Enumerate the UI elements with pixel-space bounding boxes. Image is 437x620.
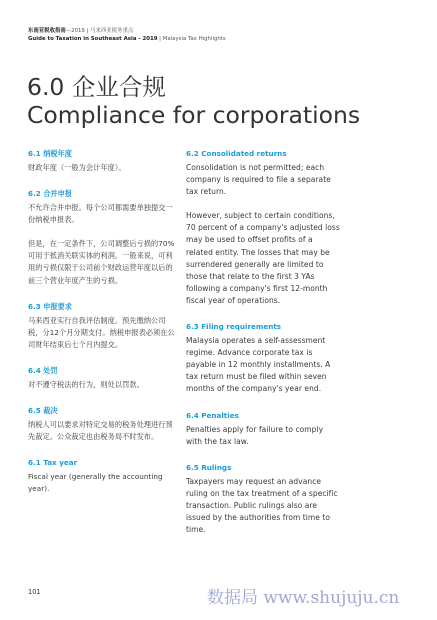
section-heading: 6.4 处罚 bbox=[28, 365, 58, 375]
section-paragraph: 不允许合并申报。每个公司都需要单独提交一份纳税申报表。 bbox=[28, 203, 173, 225]
section-heading: 6.1 纳税年度 bbox=[28, 149, 72, 158]
running-header bbox=[28, 27, 226, 43]
section bbox=[28, 366, 178, 391]
title-line-english: Compliance for corporations bbox=[27, 101, 361, 129]
left-column bbox=[28, 149, 178, 510]
section bbox=[186, 149, 341, 307]
header-cn-bold: 东南亚税收指南 bbox=[28, 28, 66, 34]
section bbox=[186, 322, 341, 395]
section bbox=[28, 406, 178, 443]
section bbox=[28, 189, 178, 287]
header-cn-rest: —2019 | 马来西亚税务重点 bbox=[65, 28, 134, 34]
section bbox=[186, 463, 341, 536]
section-heading: 6.2 合并申报 bbox=[28, 189, 72, 199]
section-paragraph: Taxpayers may request an advance ruling on the tax treatment of a specific transaction. Public rulings also are issued by the authorities from time to time. bbox=[186, 476, 338, 535]
section-paragraph: Penalties apply for failure to comply with the tax law. bbox=[186, 424, 324, 446]
section-paragraph: Fiscal year (generally the accounting year). bbox=[28, 472, 163, 494]
section bbox=[28, 149, 178, 174]
watermark: 数据局 www.shujuju.cn bbox=[207, 588, 400, 608]
section bbox=[186, 411, 341, 448]
section-heading: 6.5 Rulings bbox=[186, 462, 232, 472]
header-line-chinese bbox=[28, 27, 226, 35]
section-paragraph: 财政年度（一般为会计年度）。 bbox=[28, 163, 126, 172]
section bbox=[28, 458, 178, 495]
header-en-bold: Guide to Taxation in Southeast Asia - 2019 bbox=[28, 36, 158, 42]
section-paragraph: However, subject to certain conditions, 70 percent of a company's adjusted loss may be used to offset profits of a related entity. The losses that may be surrendered generally are limited to those that relate to the first 3 YAs following a company's first 12-month fiscal year of operations. bbox=[186, 211, 340, 305]
section-paragraph: Consolidation is not permitted; each company is required to file a separate tax return. bbox=[186, 163, 331, 197]
section-paragraph: 纳税人可以要求对特定交易的税务处理进行预先裁定。公众裁定也由税务局不时发布。 bbox=[28, 420, 173, 442]
page-number: 101 bbox=[28, 588, 41, 596]
section-paragraph: Malaysia operates a self-assessment regime. Advance corporate tax is payable in 12 monthly installments. A tax return must be filed within seven months of the company's year end. bbox=[186, 336, 331, 394]
page-title bbox=[27, 73, 360, 129]
section-paragraph: 但是，在一定条件下，公司调整后亏损的70%可用于抵消关联实体的利润。一般来说，可利用的亏损仅限于公司前个财政运营年度以后的前三个营业年度产生的亏损。 bbox=[28, 239, 175, 285]
section bbox=[28, 302, 178, 351]
header-en-rest: | Malaysia Tax Highlights bbox=[157, 36, 226, 42]
section-paragraph: 对不遵守税法的行为，则处以罚款。 bbox=[28, 379, 144, 389]
section-heading: 6.1 Tax year bbox=[28, 458, 78, 468]
section-paragraph: 马来西亚实行自我评估制度。预先缴纳公司税，分12个月分期支付。纳税申报表必须在公司财年结束后七个月内提交。 bbox=[28, 315, 175, 349]
title-line-chinese: 6.0 企业合规 bbox=[27, 73, 166, 101]
right-column bbox=[186, 149, 341, 551]
section-heading: 6.3 Filing requirements bbox=[186, 322, 282, 332]
section-heading: 6.3 申报要求 bbox=[28, 301, 72, 311]
header-line-english bbox=[28, 35, 226, 43]
section-heading: 6.2 Consolidated returns bbox=[186, 149, 287, 158]
section-heading: 6.4 Penalties bbox=[186, 410, 239, 420]
section-heading: 6.5 裁决 bbox=[28, 406, 58, 416]
